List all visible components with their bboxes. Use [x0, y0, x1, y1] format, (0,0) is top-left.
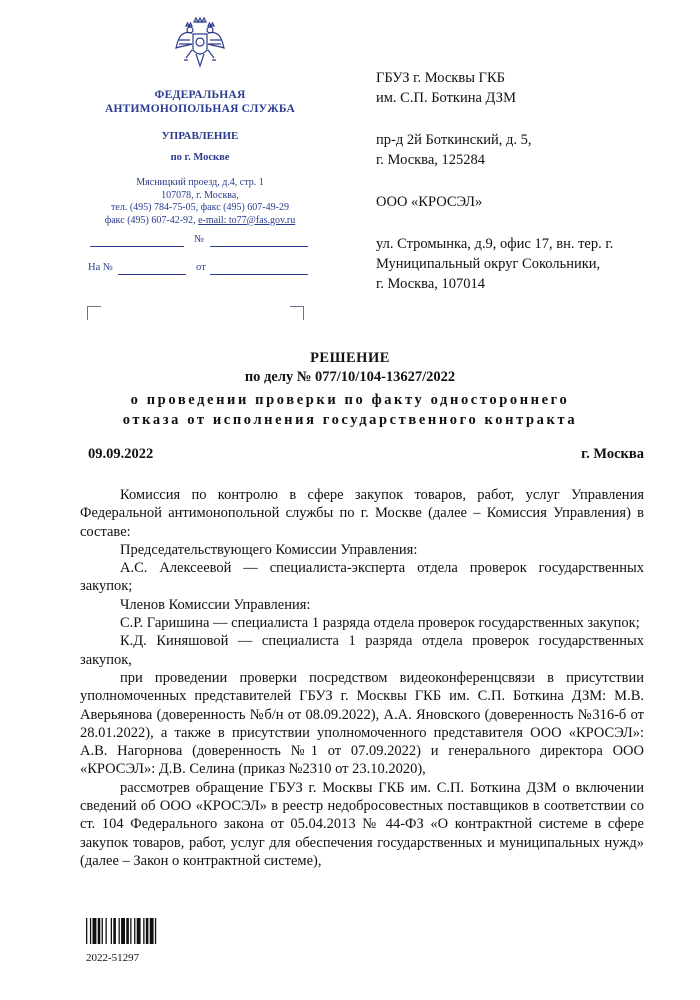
reply-from-blank [210, 274, 308, 275]
barcode-icon [86, 918, 186, 944]
decision-body [80, 486, 644, 870]
decision-title: РЕШЕНИЕ [310, 350, 390, 366]
barcode-bar [98, 918, 101, 944]
recipient-1 [376, 68, 666, 108]
subject-line-2: отказа от исполнения государственного контракта [122, 412, 578, 428]
org-line-1: ФЕДЕРАЛЬНАЯ [154, 89, 246, 101]
subject-line-1: о проведении проверки по факту одностороннего [130, 392, 570, 408]
recipient-1-name-line-1: ГБУЗ г. Москвы ГКБ [376, 70, 505, 86]
paragraph-member-2: К.Д. Киняшовой — специалиста 1 разряда отдела проверок государственных закупок, [80, 633, 644, 668]
decision-date: 09.09.2022 [88, 446, 154, 462]
address-line-2: 107078, г. Москва, [161, 189, 239, 201]
barcode-bar [134, 918, 135, 944]
paragraph-chair-heading: Председательствующего Комиссии Управления: [120, 541, 418, 558]
case-number: по делу № 077/10/104-13627/2022 [244, 369, 456, 385]
reply-from-label: от [196, 262, 206, 273]
org-line-2: АНТИМОНОПОЛЬНАЯ СЛУЖБА [104, 103, 296, 115]
barcode-bar [137, 918, 141, 944]
barcode-bar [119, 918, 120, 944]
paragraph-commission: Комиссия по контролю в сфере закупок товаров, работ, услуг Управления Федеральной антимонопольной службы по г. Москве (далее – Комиссия Управления) в составе: [80, 487, 644, 540]
recipient-2 [376, 192, 666, 212]
barcode-bar [143, 918, 144, 944]
address-line-3: тел. (495) 784-75-05, факс (495) 607-49-29 [111, 202, 289, 213]
corner-mark-right [290, 306, 304, 320]
recipient-2-address [376, 234, 666, 294]
recipients-block [376, 68, 666, 316]
paragraph-member-1: С.Р. Гаришина — специалиста 1 разряда отдела проверок государственных закупок; [120, 615, 640, 632]
recipient-2-address-line-1: ул. Стромынка, д.9, офис 17, вн. тер. г. [376, 236, 614, 252]
recipient-2-address-line-3: г. Москва, 107014 [376, 276, 486, 292]
fax-text: факс (495) 607-42-92, [104, 214, 199, 226]
paragraph-appeal: рассмотрев обращение ГБУЗ г. Москвы ГКБ им. С.П. Боткина ДЗМ о включении сведений об ООО «КРОСЭЛ» в реестр недобросовестных поставщиков в соответствии со ст. 104 Федерального закона от 05.04.2013 № 44-ФЗ «О контрактной системе в сфере закупок товаров, работ, услуг для обеспечения государственных и муниципальных нужд» (далее – Закон о контрактной системе), [80, 779, 644, 869]
reply-to-blank [118, 274, 186, 275]
paragraph-members-heading: Членов Комиссии Управления: [120, 596, 311, 613]
recipient-1-address-line-2: г. Москва, 125284 [376, 152, 486, 168]
reg-number-sign: № [194, 234, 205, 245]
department-name: УПРАВЛЕНИЕ [161, 130, 239, 142]
barcode-bar [102, 918, 103, 944]
letterhead [80, 16, 320, 227]
barcode-bar [146, 918, 149, 944]
double-headed-eagle-emblem-icon [174, 16, 226, 72]
paragraph-representatives: при проведении проверки посредством видеоконференцсвязи в присутствии уполномоченных представителей ГБУЗ г. Москвы ГКБ им. С.П. Боткина ДЗМ: М.В. Аверьянова (доверенность №б/н от 08.09.2022), А.А. Яновского (доверенность №316-б от 28.01.2022), а также в присутствии уполномоченного представителя ООО «КРОСЭЛ»: А.В. Нагорнова (доверенность №1 от 07.09.2022) и генерального директора ООО «КРОСЭЛ»: Д.В. Селина (приказ №2310 от 23.10.2020), [80, 669, 644, 778]
decision-header [0, 350, 700, 430]
barcode-bar [113, 918, 116, 944]
address-line-4 [80, 215, 320, 228]
decision-subject [0, 390, 700, 430]
barcode-bar [93, 918, 97, 944]
barcode-bar [121, 918, 125, 944]
barcode-number: 2022-51297 [86, 952, 140, 964]
barcode-bar [150, 918, 154, 944]
recipient-1-name-line-2: им. С.П. Боткина ДЗМ [376, 90, 516, 106]
recipient-2-name: ООО «КРОСЭЛ» [376, 194, 483, 210]
recipient-2-address-line-2: Муниципальный округ Сокольники, [376, 256, 601, 272]
address-line-1: Мясницкий проезд, д.4, стр. 1 [136, 177, 264, 188]
email-link[interactable]: e-mail: to77@fas.gov.ru [198, 214, 296, 226]
organization-name [80, 88, 320, 116]
decision-place: г. Москва [581, 446, 644, 462]
reg-date-blank [90, 246, 184, 247]
barcode-bar [111, 918, 112, 944]
reg-number-blank [210, 246, 308, 247]
barcode-bar [86, 918, 87, 944]
barcode-bar [90, 918, 91, 944]
paragraph-chair: А.С. Алексеевой — специалиста-эксперта отдела проверок государственных закупок; [80, 560, 644, 595]
barcode-bar [106, 918, 107, 944]
department-city: по г. Москве [170, 152, 230, 163]
barcode-bar [126, 918, 129, 944]
barcode-bar [155, 918, 156, 944]
reply-to-label: На № [88, 262, 113, 273]
recipient-1-address-line-1: пр-д 2й Боткинский, д. 5, [376, 132, 532, 148]
corner-mark-left [87, 306, 101, 320]
organization-address [80, 177, 320, 227]
recipient-1-address [376, 130, 666, 170]
barcode-bar [130, 918, 131, 944]
